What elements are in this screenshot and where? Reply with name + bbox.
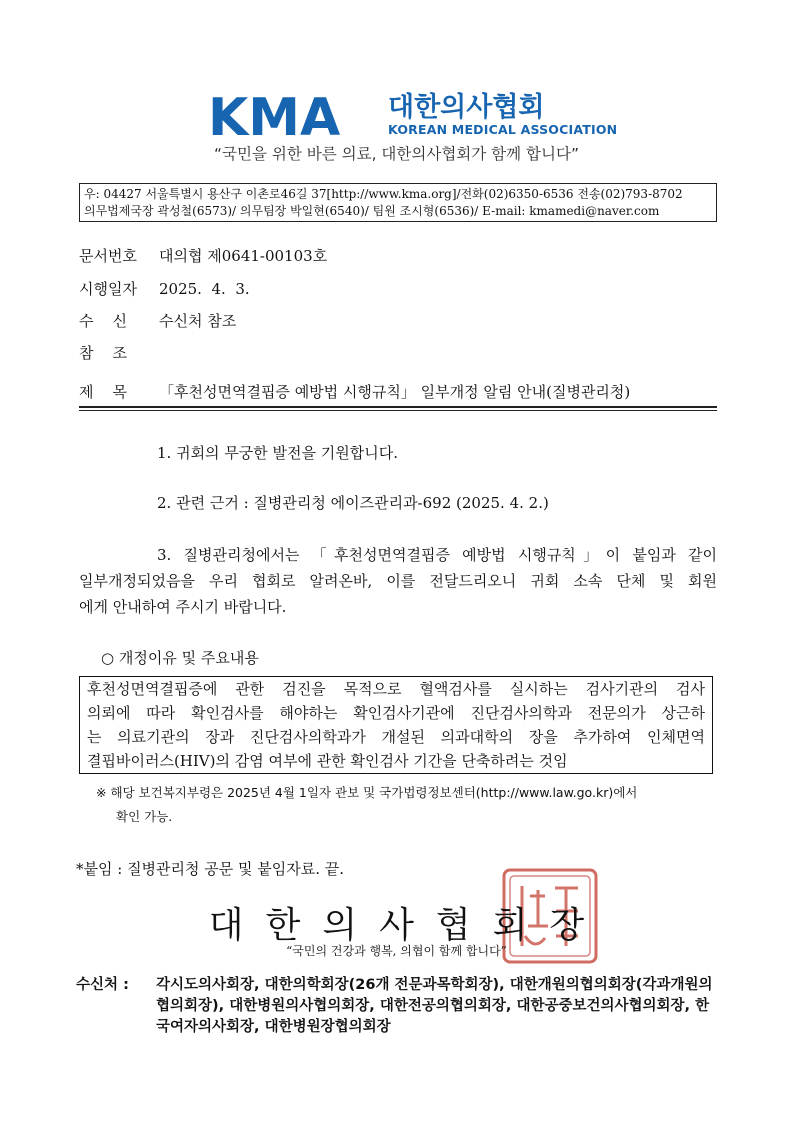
recipient-list-text: 각시도의사회장, 대한의학회장(26개 전문과목학회장), 대한개원의협의회장(각과개원의협의회장), 대한병원의사협의회장, 대한전공의협의회장, 대한공중보건의사협의회장, 한국여자의사회장, 대한병원장협의회장: [156, 977, 713, 1035]
summary-line-2: 의뢰에 따라 확인검사를 해야하는 확인검사기관에 진단검사의학과 전문의가 상근하: [87, 704, 705, 722]
paragraph-3-line-2: 일부개정되었음을 우리 협회로 알려온바, 이를 전달드리오니 귀회 소속 단체 및 회원: [79, 572, 717, 590]
subject-divider: [79, 406, 717, 411]
kma-logo: [208, 88, 618, 148]
date-row: [79, 278, 250, 299]
subject-row: [79, 381, 630, 402]
paragraph-3-line-1: 3. 질병관리청에서는 「후천성면역결핍증 예방법 시행규칙」이 붙임과 같이: [157, 546, 717, 564]
header-slogan: “국민을 위한 바른 의료, 대한의사협회가 함께 합니다”: [214, 145, 579, 163]
attachment-line: *붙임 : 질병관리청 공문 및 붙임자료. 끝.: [76, 860, 345, 878]
paragraph-1: 1. 귀회의 무궁한 발전을 기원합니다.: [157, 444, 399, 462]
summary-line-3: 는 의료기관의 장과 진단검사의학과가 개설된 의과대학의 장을 추가하여 인체면역: [87, 728, 705, 746]
doc-number-label: 문서번호: [79, 247, 137, 265]
paragraph-2: 2. 관련 근거 : 질병관리청 에이즈관리과-692 (2025. 4. 2.): [157, 494, 549, 512]
summary-line-4: 결핍바이러스(HIV)의 감염 여부에 관한 확인검사 기간을 단축하려는 것임: [87, 752, 568, 770]
doc-number-row: [79, 245, 327, 266]
org-name-korean: 대한의사협회: [388, 92, 545, 123]
doc-number-value: 대의협 제0641-00103호: [159, 247, 328, 265]
reference-row: [79, 342, 159, 363]
paragraph-3: [79, 542, 717, 620]
kma-logo-letters: KMA: [208, 88, 341, 148]
contact-address-line: 우: 04427 서울특별시 용산구 이촌로46길 37[http://www.kma.org]/전화(02)6350-6536 전송(02)793-8702: [84, 187, 683, 201]
note: [96, 781, 721, 829]
recipient-row: [79, 310, 236, 331]
note-line-1: ※ 해당 보건복지부령은 2025년 4월 1일자 관보 및 국가법령정보센터(http://www.law.go.kr)에서: [96, 785, 638, 800]
summary-line-1: 후천성면역결핍증에 관한 검진을 목적으로 혈액검사를 실시하는 검사기관의 검사: [87, 680, 705, 698]
paragraph-3-line-3: 에게 안내하여 주시기 바랍니다.: [79, 598, 287, 616]
reference-label: 참 조: [79, 344, 128, 362]
section-heading: ○ 개정이유 및 주요내용: [101, 649, 259, 667]
recipient-label: 수 신: [79, 312, 128, 330]
org-name-english: KOREAN MEDICAL ASSOCIATION: [388, 122, 618, 137]
date-value: 2025. 4. 3.: [159, 280, 250, 298]
signature-slogan: “국민의 건강과 행복, 의협이 함께 합니다”: [286, 944, 507, 958]
contact-staff-line: 의무법제국장 곽성철(6573)/ 의무팀장 박일현(6540)/ 팀원 조시형(6536)/ E-mail: kmamedi@naver.com: [84, 204, 660, 218]
recipient-value: 수신처 참조: [159, 312, 237, 330]
contact-box: [79, 183, 717, 222]
subject-value: 「후천성면역결핍증 예방법 시행규칙」 일부개정 알림 안내(질병관리청): [159, 383, 631, 401]
note-line-2: 확인 가능.: [116, 809, 173, 824]
amendment-summary-box: [79, 676, 713, 774]
date-label: 시행일자: [79, 280, 137, 298]
recipient-list-label: 수신처 :: [76, 977, 129, 993]
subject-label: 제 목: [79, 383, 128, 401]
signatory-name: 대한의사협회장: [208, 905, 607, 946]
